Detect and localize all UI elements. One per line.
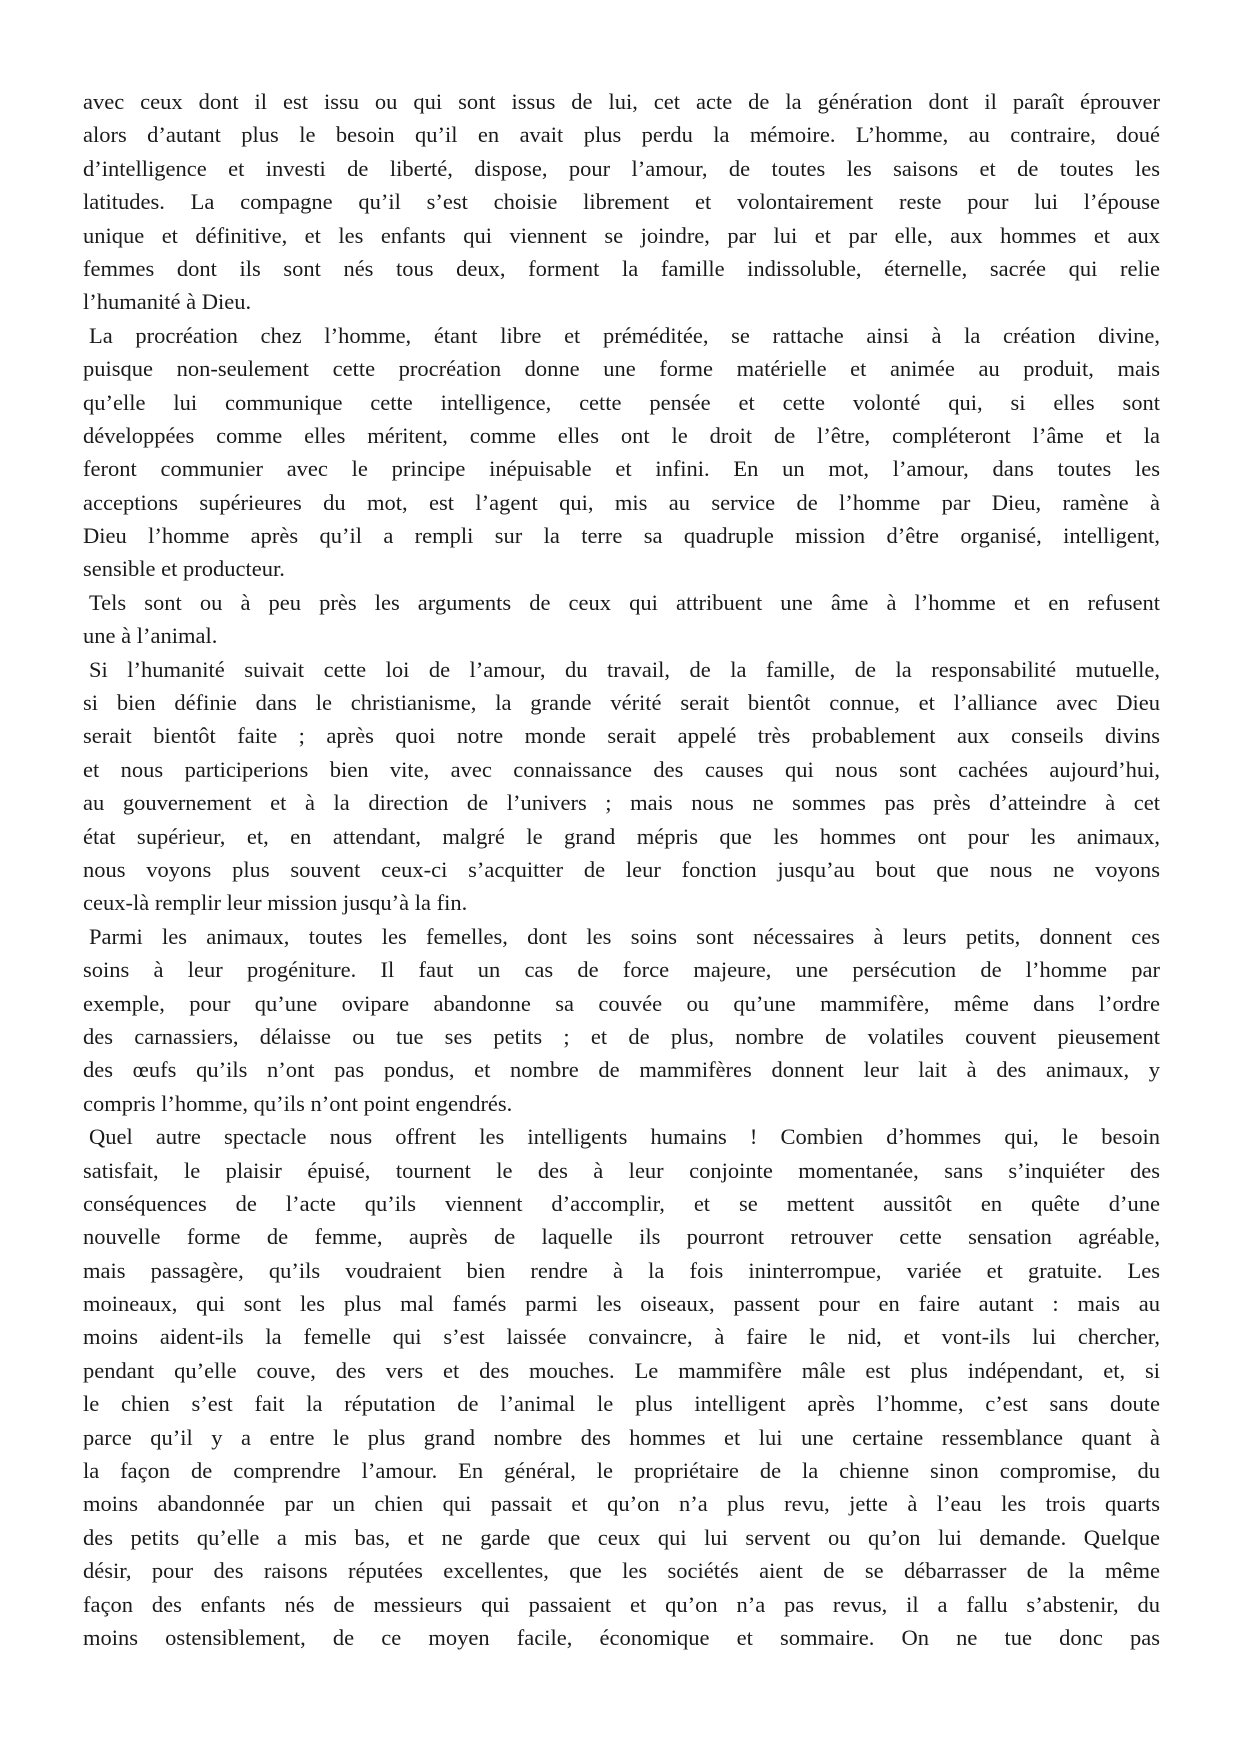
text-line: désir, pour des raisons réputées excellentes, que les sociétés aient de se débarrasser de la même — [83, 1558, 1160, 1584]
text-line: La procréation chez l’homme, étant libre et préméditée, se rattache ainsi à la création divine, — [89, 322, 1160, 348]
text-line: des petits qu’elle a mis bas, et ne garde que ceux qui lui servent ou qu’on lui demande. Quelque — [83, 1524, 1160, 1550]
text-line: état supérieur, et, en attendant, malgré le grand mépris que les hommes ont pour les animaux, — [83, 823, 1160, 849]
text-line: latitudes. La compagne qu’il s’est choisie librement et volontairement reste pour lui l’épouse — [83, 189, 1160, 215]
text-line: Tels sont ou à peu près les arguments de ceux qui attribuent une âme à l’homme et en refusent — [89, 589, 1160, 615]
text-line: Dieu l’homme après qu’il a rempli sur la terre sa quadruple mission d’être organisé, intelligent, — [83, 523, 1160, 549]
text-line: pendant qu’elle couve, des vers et des mouches. Le mammifère mâle est plus indépendant, et, si — [83, 1357, 1160, 1383]
text-line: des carnassiers, délaisse ou tue ses petits ; et de plus, nombre de volatiles couvent pieusement — [83, 1023, 1160, 1049]
paragraph — [83, 1120, 1160, 1654]
text-line: qu’elle lui communique cette intelligence, cette pensée et cette volonté qui, si elles sont — [83, 389, 1160, 415]
text-line: développées comme elles méritent, comme elles ont le droit de l’être, compléteront l’âme et la — [83, 422, 1160, 448]
text-line: moineaux, qui sont les plus mal famés parmi les oiseaux, passent pour en faire autant : mais au — [83, 1291, 1160, 1317]
text-line: ceux-là remplir leur mission jusqu’à la fin. — [83, 890, 468, 916]
paragraph — [83, 319, 1160, 586]
text-line: si bien définie dans le christianisme, la grande vérité serait bientôt connue, et l’alliance avec Dieu — [83, 690, 1160, 716]
text-line: puisque non-seulement cette procréation donne une forme matérielle et animée au produit, mais — [83, 356, 1160, 382]
text-line: sensible et producteur. — [83, 556, 285, 582]
text-line: façon des enfants nés de messieurs qui passaient et qu’on n’a pas revus, il a fallu s’abstenir, du — [83, 1591, 1160, 1617]
text-line: serait bientôt faite ; après quoi notre monde serait appelé très probablement aux conseils divins — [83, 723, 1160, 749]
text-line: acceptions supérieures du mot, est l’agent qui, mis au service de l’homme par Dieu, ramène à — [83, 489, 1160, 515]
text-line: Parmi les animaux, toutes les femelles, dont les soins sont nécessaires à leurs petits, donnent ces — [89, 923, 1160, 949]
paragraph — [83, 653, 1160, 920]
text-line: nous voyons plus souvent ceux-ci s’acquitter de leur fonction jusqu’au bout que nous ne voyons — [83, 856, 1160, 882]
text-line: unique et définitive, et les enfants qui viennent se joindre, par lui et par elle, aux hommes et aux — [83, 222, 1160, 248]
text-line: moins ostensiblement, de ce moyen facile, économique et sommaire. On ne tue donc pas — [83, 1624, 1160, 1650]
text-line: Quel autre spectacle nous offrent les intelligents humains ! Combien d’hommes qui, le besoin — [89, 1124, 1160, 1150]
text-line: au gouvernement et à la direction de l’univers ; mais nous ne sommes pas près d’atteindre à cet — [83, 790, 1160, 816]
text-line: mais passagère, qu’ils voudraient bien rendre à la fois ininterrompue, variée et gratuite. Les — [83, 1257, 1160, 1283]
text-line: parce qu’il y a entre le plus grand nombre des hommes et lui une certaine ressemblance quant à — [83, 1424, 1160, 1450]
text-line: l’humanité à Dieu. — [83, 289, 252, 315]
text-line: feront communier avec le principe inépuisable et infini. En un mot, l’amour, dans toutes les — [83, 456, 1160, 482]
text-line: et nous participerions bien vite, avec connaissance des causes qui nous sont cachées aujourd’hui, — [83, 756, 1160, 782]
text-line: le chien s’est fait la réputation de l’animal le plus intelligent après l’homme, c’est sans doute — [83, 1391, 1160, 1417]
text-line: soins à leur progéniture. Il faut un cas de force majeure, une persécution de l’homme par — [83, 957, 1160, 983]
paragraph — [83, 920, 1160, 1120]
text-line: exemple, pour qu’une ovipare abandonne sa couvée ou qu’une mammifère, même dans l’ordre — [83, 990, 1160, 1016]
text-line: nouvelle forme de femme, auprès de laquelle ils pourront retrouver cette sensation agréable, — [83, 1224, 1160, 1250]
text-line: des œufs qu’ils n’ont pas pondus, et nombre de mammifères donnent leur lait à des animaux, y — [83, 1057, 1160, 1083]
paragraph — [83, 586, 1160, 653]
document-page — [83, 85, 1160, 1654]
text-line: d’intelligence et investi de liberté, dispose, pour l’amour, de toutes les saisons et de toutes les — [83, 155, 1160, 181]
text-line: alors d’autant plus le besoin qu’il en avait plus perdu la mémoire. L’homme, au contraire, doué — [83, 122, 1160, 148]
text-line: moins aident-ils la femelle qui s’est laissée convaincre, à faire le nid, et vont-ils lui chercher, — [83, 1324, 1160, 1350]
text-line: compris l’homme, qu’ils n’ont point engendrés. — [83, 1090, 513, 1116]
text-line: avec ceux dont il est issu ou qui sont issus de lui, cet acte de la génération dont il paraît éprouver — [83, 89, 1160, 114]
paragraph — [83, 85, 1160, 319]
text-line: conséquences de l’acte qu’ils viennent d’accomplir, et se mettent aussitôt en quête d’une — [83, 1190, 1160, 1216]
text-line: moins abandonnée par un chien qui passait et qu’on n’a plus revu, jette à l’eau les trois quarts — [83, 1491, 1160, 1517]
text-line: Si l’humanité suivait cette loi de l’amour, du travail, de la famille, de la responsabilité mutuelle, — [89, 656, 1160, 682]
text-line: femmes dont ils sont nés tous deux, forment la famille indissoluble, éternelle, sacrée qui relie — [83, 255, 1160, 281]
text-line: la façon de comprendre l’amour. En général, le propriétaire de la chienne sinon compromise, du — [83, 1458, 1160, 1484]
text-line: une à l’animal. — [83, 623, 218, 649]
text-line: satisfait, le plaisir épuisé, tournent le des à leur conjointe momentanée, sans s’inquiéter des — [83, 1157, 1160, 1183]
